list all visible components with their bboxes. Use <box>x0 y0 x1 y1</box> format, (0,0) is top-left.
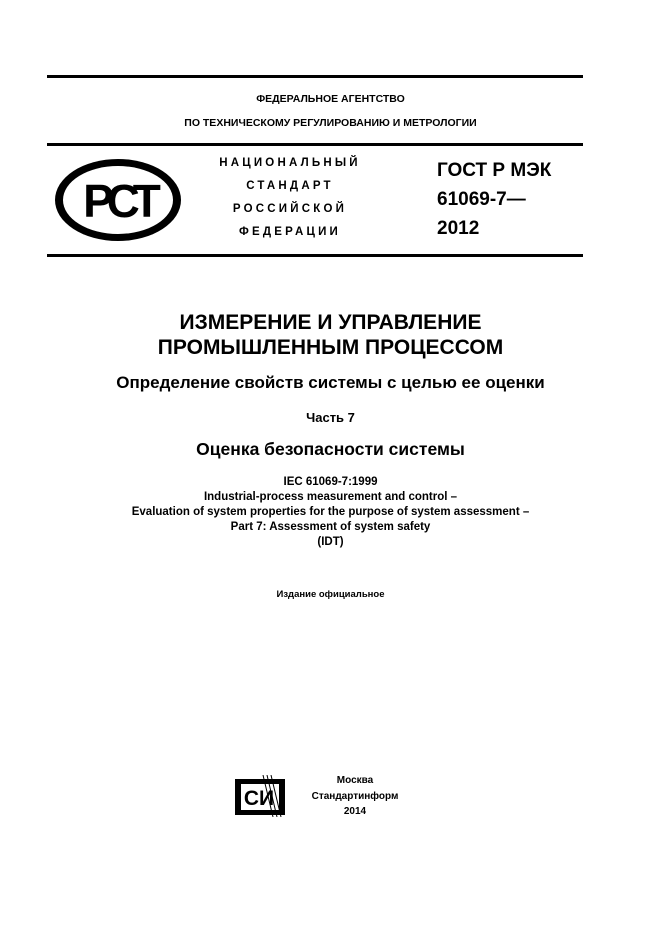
edition-label: Издание официальное <box>276 589 385 600</box>
part-number: Часть 7 <box>306 410 355 425</box>
gost-r-logo-icon <box>53 157 183 243</box>
gost-number-line-1: ГОСТ Р МЭК <box>437 160 552 181</box>
national-line-2: СТАНДАРТ <box>246 180 334 192</box>
national-line-3: РОССИЙСКОЙ <box>232 203 348 215</box>
agency-line-1: ФЕДЕРАЛЬНОЕ АГЕНТСТВО <box>256 93 405 105</box>
publisher-city: Москва <box>336 775 374 786</box>
publisher-logo-letters: СИ <box>243 787 275 810</box>
part-title: Оценка безопасности системы <box>196 439 465 459</box>
gost-number-line-2: 61069-7— <box>437 189 526 210</box>
header-rule-top <box>47 143 583 146</box>
national-line-1: НАЦИОНАЛЬНЫЙ <box>219 157 361 169</box>
header-rule-bottom <box>47 254 583 257</box>
gost-number-line-3: 2012 <box>437 218 480 239</box>
title-line-1: ИЗМЕРЕНИЕ И УПРАВЛЕНИЕ <box>179 311 482 334</box>
iec-line-5: (IDT) <box>317 536 344 548</box>
title-line-2: ПРОМЫШЛЕННЫМ ПРОЦЕССОМ <box>157 336 504 359</box>
agency-line-2: ПО ТЕХНИЧЕСКОМУ РЕГУЛИРОВАНИЮ И МЕТРОЛОГИИ <box>184 117 477 129</box>
publisher-year: 2014 <box>343 806 367 817</box>
subtitle: Определение свойств системы с целью ее оценки <box>116 373 545 392</box>
standartinform-logo-icon <box>233 775 287 817</box>
national-line-4: ФЕДЕРАЦИИ <box>238 226 342 238</box>
top-rule <box>47 75 583 78</box>
iec-line-4: Part 7: Assessment of system safety <box>230 521 431 533</box>
iec-line-1: IEC 61069-7:1999 <box>283 476 378 488</box>
publisher-name: Стандартинформ <box>311 791 399 802</box>
iec-line-2: Industrial-process measurement and control – <box>203 491 458 503</box>
iec-line-3: Evaluation of system properties for the purpose of system assessment – <box>131 506 530 518</box>
logo-letters: РСТ <box>83 175 155 227</box>
